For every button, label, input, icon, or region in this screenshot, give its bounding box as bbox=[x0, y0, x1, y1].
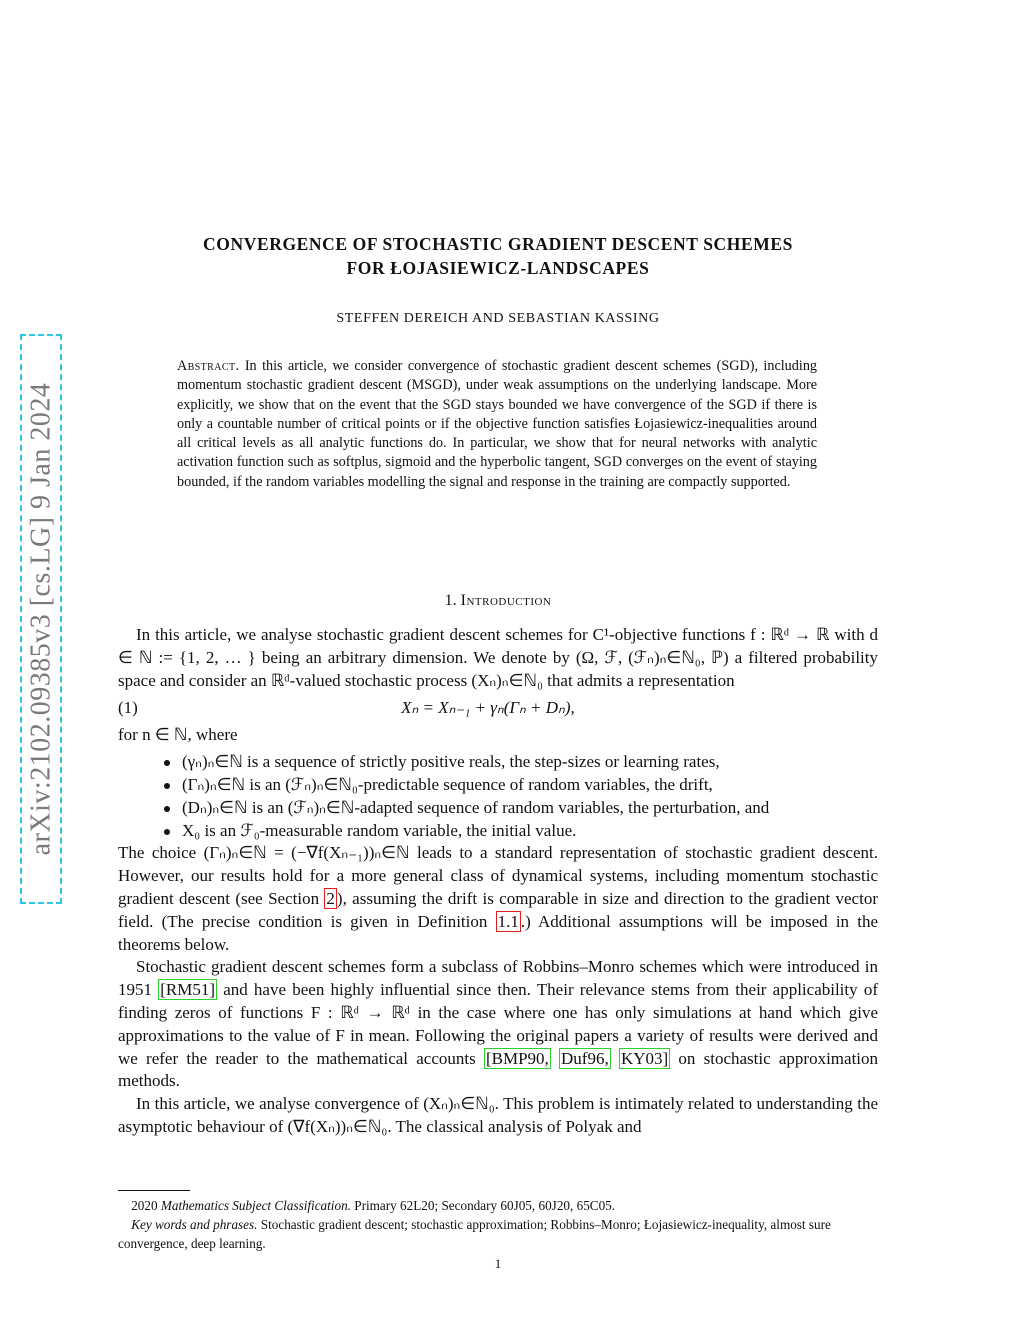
body-text bbox=[118, 624, 878, 1139]
paragraph-2: The choice (Γₙ)ₙ∈ℕ = (−∇f(Xₙ₋₁))ₙ∈ℕ leads to a standard representation of stochastic gradient descent. However, our results hold for a more general class of dynamical systems, including momentum stochastic gradient descent (see Section 2 ), assuming the drift is comparable in size and direction to the gradient vector field. (The precise condition is given in Definition 1.1 .) Additional assumptions will be imposed in the theorems below. bbox=[118, 843, 878, 954]
page-number: 1 bbox=[494, 1256, 502, 1271]
bullet-list bbox=[118, 751, 878, 842]
section-heading bbox=[118, 592, 878, 610]
citation-duf96[interactable]: Duf96, bbox=[561, 1048, 609, 1068]
msc-footnote: 2020 Mathematics Subject Classification. Primary 62L20; Secondary 60J05, 60J20, 65C05. bbox=[131, 1198, 616, 1213]
bullet-initial-value: X₀ is an ℱ₀-measurable random variable, the initial value. bbox=[118, 820, 878, 843]
abstract-text: In this article, we consider convergence of stochastic gradient descent schemes (SGD), including momentum stochastic gradient descent (MSGD), under weak assumptions on the underlying landscape. More explicitly, we show that on the event that the SGD stays bounded we have convergence of the SGD if there is only a countable number of critical points or if the objective function satisfies Łojasiewicz-inequalities around all critical levels as all analytic functions do. In particular, we show that for neural networks with analytic activation function such as softplus, sigmoid and the hyperbolic tangent, SGD converges on the event of staying bounded, if the random variables modelling the signal and response in the training are compactly supported. bbox=[177, 358, 818, 490]
paragraph-1: In this article, we analyse stochastic gradient descent schemes for C¹-objective functions f : ℝᵈ → ℝ with d ∈ ℕ := {1, 2, … } being an arbitrary dimension. We denote by (Ω, ℱ, (ℱₙ)ₙ∈ℕ₀, ℙ) a filtered probability space and consider an ℝᵈ-valued stochastic process (Xₙ)ₙ∈ℕ₀ that admits a representation bbox=[118, 625, 878, 690]
section-2-link[interactable]: 2 bbox=[326, 888, 335, 908]
definition-1-1-link[interactable]: 1.1 bbox=[497, 911, 519, 931]
arxiv-id: arXiv:2102.09385v3 [cs.LG] 9 Jan 2024 bbox=[25, 382, 56, 856]
paragraph-4: In this article, we analyse convergence of (Xₙ)ₙ∈ℕ₀. This problem is intimately related to understanding the asymptotic behaviour of (∇f(Xₙ))ₙ∈ℕ₀. The classical analysis of Polyak and bbox=[118, 1094, 878, 1136]
title-line-1: CONVERGENCE OF STOCHASTIC GRADIENT DESCENT SCHEMES bbox=[203, 234, 793, 254]
equation-1 bbox=[118, 696, 878, 720]
citation-bmp90[interactable]: [BMP90, bbox=[485, 1048, 549, 1068]
bullet-perturbation: (Dₙ)ₙ∈ℕ is an (ℱₙ)ₙ∈ℕ-adapted sequence of random variables, the perturbation, and bbox=[118, 797, 878, 820]
citation-rm51[interactable]: [RM51] bbox=[160, 980, 215, 1000]
equation-text: Xₙ = Xₙ₋₁ + γₙ(Γₙ + Dₙ), bbox=[401, 697, 575, 717]
citation-ky03[interactable]: KY03] bbox=[620, 1048, 669, 1068]
section-title: Introduction bbox=[460, 592, 552, 609]
section-number: 1. bbox=[444, 592, 457, 609]
for-n-line: for n ∈ ℕ, where bbox=[118, 725, 238, 745]
bullet-step-sizes: (γₙ)ₙ∈ℕ is a sequence of strictly positive reals, the step-sizes or learning rates, bbox=[118, 751, 878, 774]
bullet-drift: (Γₙ)ₙ∈ℕ is an (ℱₙ)ₙ∈ℕ₀-predictable sequence of random variables, the drift, bbox=[118, 774, 878, 797]
equation-label: (1) bbox=[118, 697, 138, 717]
abstract-label: Abstract. bbox=[177, 358, 240, 374]
footnotes bbox=[118, 1196, 878, 1253]
footnote-rule bbox=[118, 1190, 190, 1191]
paper-title bbox=[118, 232, 878, 280]
abstract bbox=[177, 357, 817, 492]
title-line-2: FOR ŁOJASIEWICZ-LANDSCAPES bbox=[346, 258, 650, 278]
arxiv-sidebar-stamp[interactable] bbox=[20, 334, 62, 904]
keywords-footnote: Key words and phrases. Stochastic gradient descent; stochastic approximation; Robbins–Monro; Łojasiewicz-inequality, almost sure convergence, deep learning. bbox=[118, 1217, 831, 1251]
paragraph-3: Stochastic gradient descent schemes form a subclass of Robbins–Monro schemes which were introduced in 1951 [RM51] and have been highly influential since then. Their relevance stems from their applicability of finding zeros of functions F : ℝᵈ → ℝᵈ in the case where one has only simulations at hand which give approximations to the value of F in mean. Following the original papers a variety of results were derived and we refer the reader to the mathematical accounts [BMP90, Duf96, KY03] on stochastic approximation methods. bbox=[118, 957, 879, 1091]
paper-authors: STEFFEN DEREICH AND SEBASTIAN KASSING bbox=[336, 311, 660, 326]
